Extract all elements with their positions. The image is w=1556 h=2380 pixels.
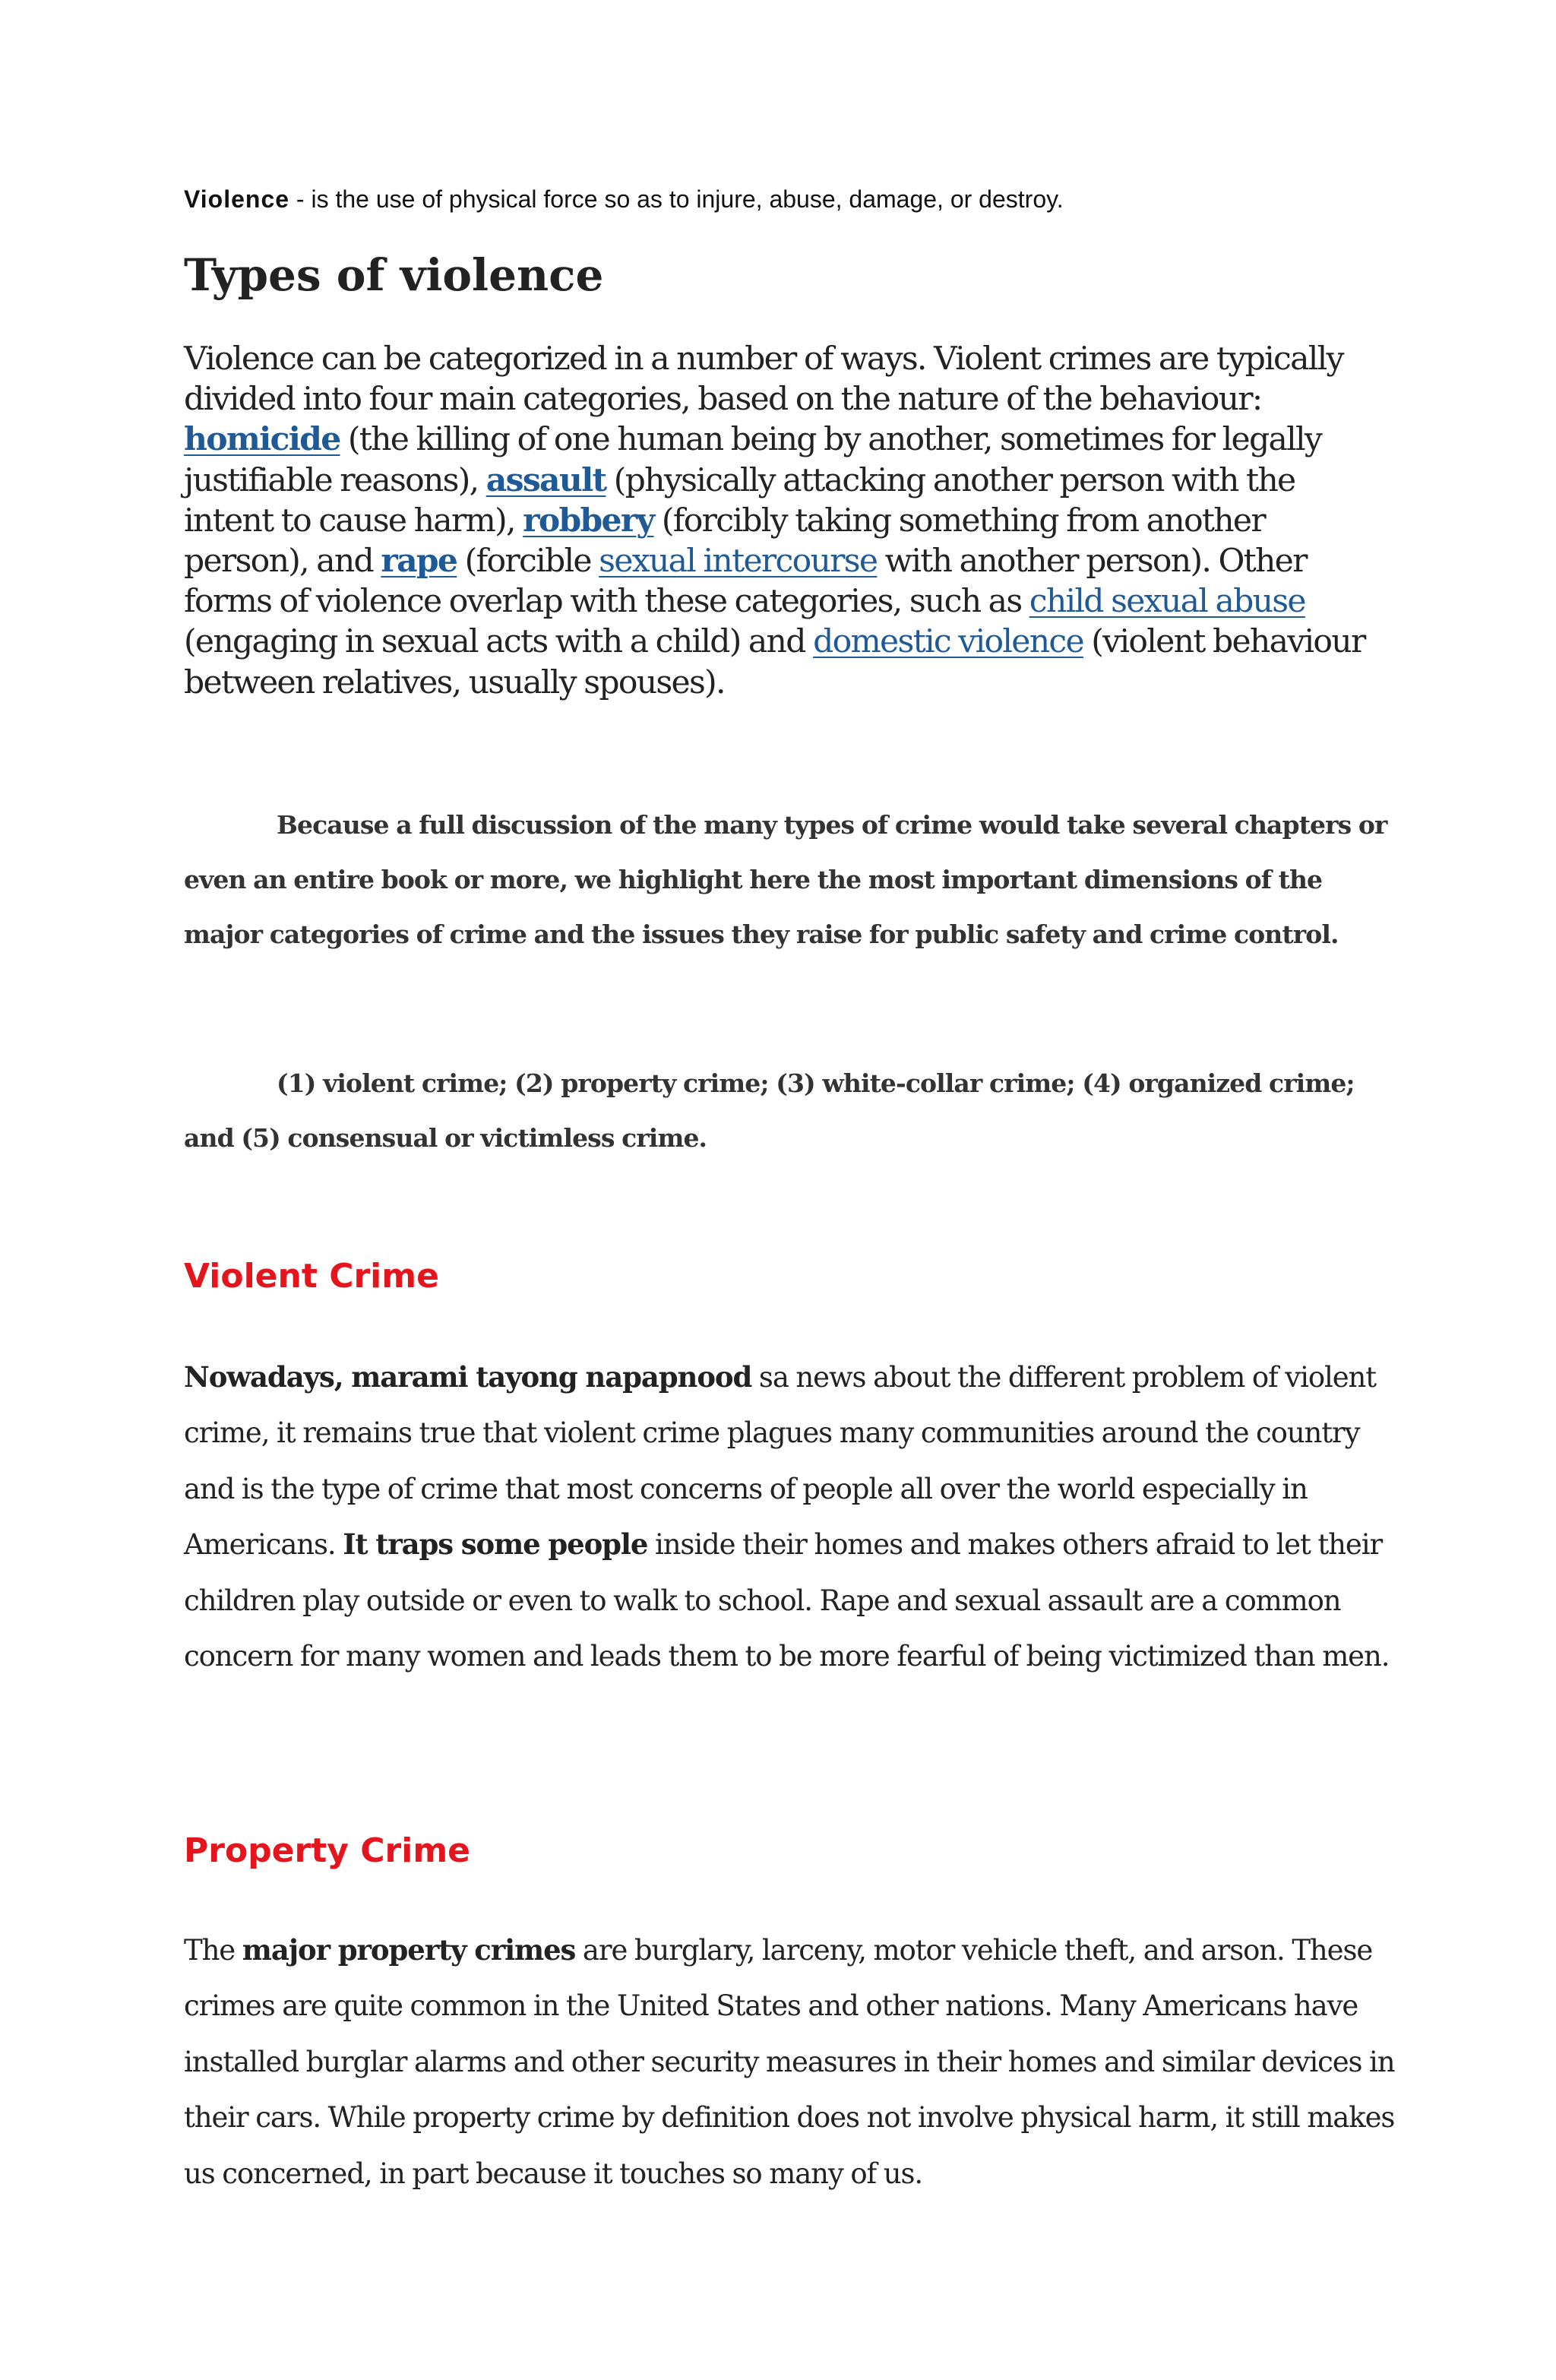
intro-text: Violence can be categorized in a number of ways. Violent crimes are typically divided into four main categories, based on the nature of the behaviour: (184, 340, 1343, 419)
intro-text: (violent behaviour between relatives, usually spouses). (184, 623, 1365, 701)
intro-text: with another person). Other forms of violence overlap with these categories, such as (184, 543, 1307, 621)
paragraph-text: sa news about the different problem of violent crime, it remains true that violent crime plagues many communities around the country and is the type of crime that most concerns of people all over the world especially in Americans. (184, 1361, 1377, 1562)
crime-categories-paragraph (184, 1056, 1399, 1166)
intro-text: (physically attacking another person with the intent to cause harm), (184, 461, 1295, 540)
sexual-intercourse-link[interactable]: sexual intercourse (599, 543, 878, 581)
summary-text: Because a full discussion of the many types of crime would take several chapters or even an entire book or more, we highlight here the most important dimensions of the major categories of crime and the issues they raise for public safety and crime control. (184, 810, 1387, 949)
paragraph-text: are burglary, larceny, motor vehicle theft, and arson. These crimes are quite common in the United States and other nations. Many Americans have installed burglar alarms and other security measures in their homes and similar devices in their cars. While property crime by definition does not involve physical harm, it still makes us concerned, in part because it touches so many of us. (184, 1934, 1395, 2190)
definition-term: Violence (184, 185, 290, 213)
property-crime-heading: Property Crime (184, 1831, 471, 1870)
paragraph-text: The (184, 1934, 242, 1967)
child-sexual-abuse-link[interactable]: child sexual abuse (1029, 583, 1305, 621)
bold-phrase: major property crimes (242, 1933, 576, 1967)
rape-link[interactable]: rape (381, 542, 457, 581)
property-crime-paragraph (184, 1923, 1399, 2201)
summary-paragraph (184, 798, 1399, 962)
intro-text: (forcibly taking something from another person), and (184, 502, 1265, 581)
bold-phrase: Nowadays, marami tayong napapnood (184, 1360, 752, 1394)
violence-definition (184, 181, 1415, 217)
assault-link[interactable]: assault (485, 460, 606, 499)
definition-text: - is the use of physical force so as to injure, abuse, damage, or destroy. (289, 185, 1064, 213)
violent-crime-heading: Violent Crime (184, 1257, 439, 1296)
bold-phrase: It traps some people (343, 1527, 648, 1562)
domestic-violence-link[interactable]: domestic violence (813, 623, 1083, 661)
violence-categories-paragraph (184, 339, 1384, 703)
violent-crime-paragraph (184, 1350, 1399, 1684)
intro-text: (the killing of one human being by another, sometimes for legally justifiable reasons), (184, 421, 1322, 499)
robbery-link[interactable]: robbery (523, 501, 654, 540)
intro-text: (engaging in sexual acts with a child) and (184, 623, 814, 661)
categories-text: (1) violent crime; (2) property crime; (3) white-collar crime; (4) organized crime; and (5) consensual or victimless crime. (184, 1068, 1355, 1153)
paragraph-text: inside their homes and makes others afraid to let their children play outside or even to walk to school. Rape and sexual assault are a common concern for many women and leads them to be more fearful of being victimized than men. (184, 1528, 1390, 1673)
intro-text: (forcible (457, 543, 599, 581)
homicide-link[interactable]: homicide (184, 420, 340, 459)
types-of-violence-heading: Types of violence (184, 249, 604, 301)
